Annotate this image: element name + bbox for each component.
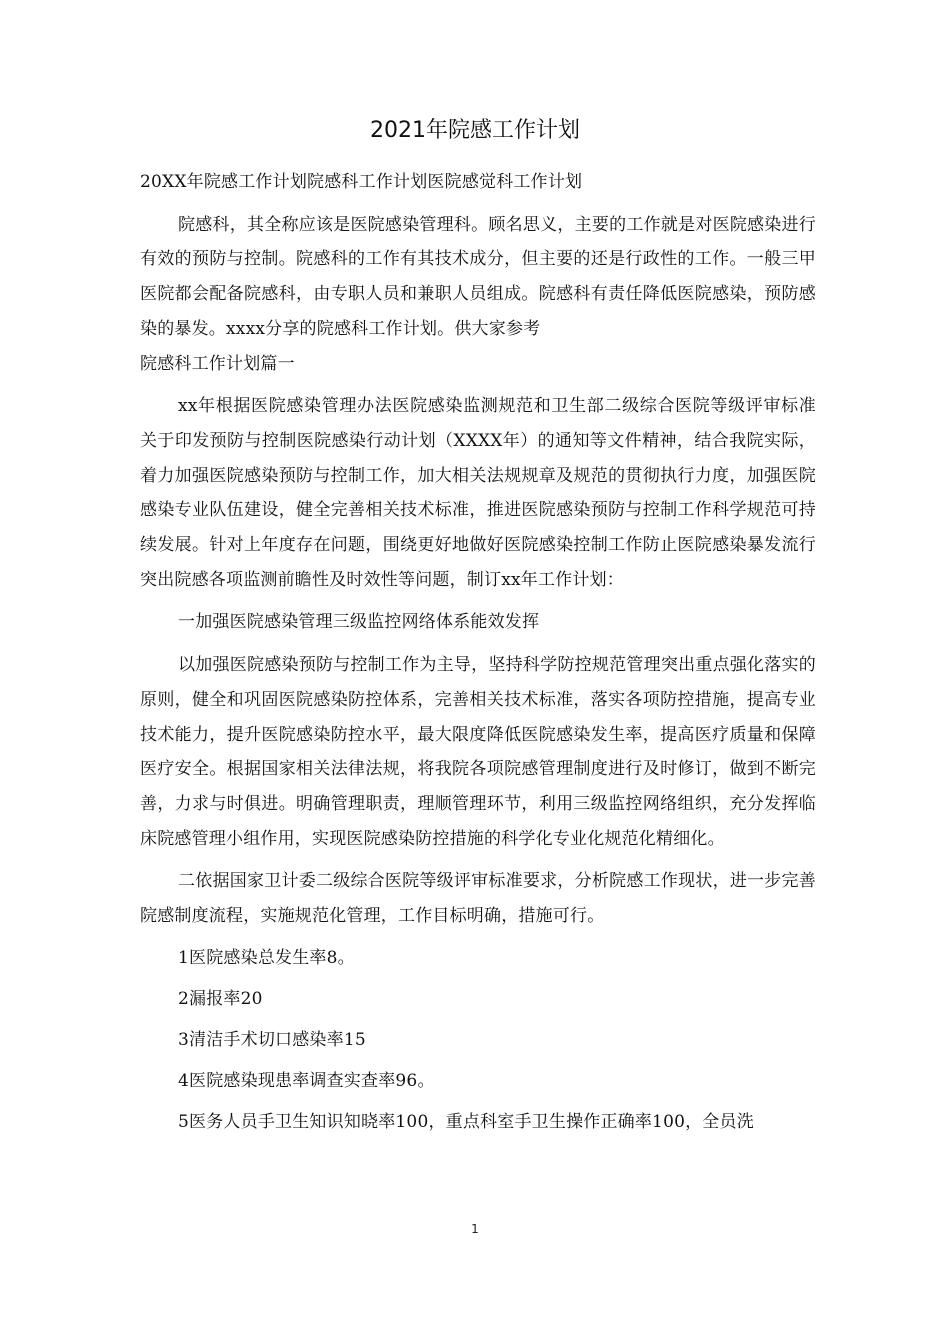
section-heading-plan-one: 院感科工作计划篇一 bbox=[140, 353, 295, 374]
list-item: 3清洁手术切口感染率15 bbox=[178, 1029, 366, 1050]
page-number: 1 bbox=[471, 1222, 479, 1236]
plan-paragraph: xx年根据医院感染管理办法医院感染监测规范和卫生部二级综合医院等级评审标准关于印发预防与控制医院感染行动计划（XXXX年）的通知等文件精神，结合我院实际，着力加强医院感染预防与控制工作，加大相关法规规章及规范的贯彻执行力度，加强医院感染专业队伍建设，健全完善相关技术标准，推进医院感染预防与控制工作科学规范可持续发展。针对上年度存在问题，围绕更好地做好医院感染控制工作防止医院感染暴发流行突出院感各项监测前瞻性及时效性等问题，制订xx年工作计划： bbox=[140, 396, 816, 590]
section-two-paragraph: 二依据国家卫计委二级综合医院等级评审标准要求，分析院感工作现状，进一步完善院感制度流程，实施规范化管理，工作目标明确，措施可行。 bbox=[140, 871, 816, 927]
intro-paragraph: 院感科，其全称应该是医院感染管理科。顾名思义，主要的工作就是对医院感染进行有效的预防与控制。院感科的工作有其技术成分，但主要的还是行政性的工作。一般三甲医院都会配备院感科，由专职人员和兼职人员组成。院感科有责任降低医院感染，预防感染的暴发。xxxx分享的院感科工作计划。供大家参考 bbox=[140, 214, 816, 339]
document-body bbox=[140, 165, 816, 1139]
list-item: 5医务人员手卫生知识知晓率100，重点科室手卫生操作正确率100，全员洗 bbox=[178, 1111, 754, 1132]
document-subtitle: 20XX年院感工作计划院感科工作计划医院感觉科工作计划 bbox=[140, 172, 583, 192]
section-one-paragraph: 以加强医院感染预防与控制工作为主导，坚持科学防控规范管理突出重点强化落实的原则，健全和巩固医院感染防控体系，完善相关技术标准，落实各项防控措施，提高专业技术能力，提升医院感染防控水平，最大限度降低医院感染发生率，提高医疗质量和保障医疗安全。根据国家相关法律法规，将我院各项院感管理制度进行及时修订，做到不断完善，力求与时俱进。明确管理职责，理顺管理环节，利用三级监控网络组织，充分发挥临床院感管理小组作用，实现医院感染防控措施的科学化专业化规范化精细化。 bbox=[140, 655, 816, 849]
section-heading-one: 一加强医院感染管理三级监控网络体系能效发挥 bbox=[178, 612, 540, 633]
list-item: 2漏报率20 bbox=[178, 988, 263, 1009]
document-title: 2021年院感工作计划 bbox=[370, 118, 580, 143]
list-item: 4医院感染现患率调查实查率96。 bbox=[178, 1070, 435, 1091]
list-item: 1医院感染总发生率8。 bbox=[178, 947, 355, 968]
